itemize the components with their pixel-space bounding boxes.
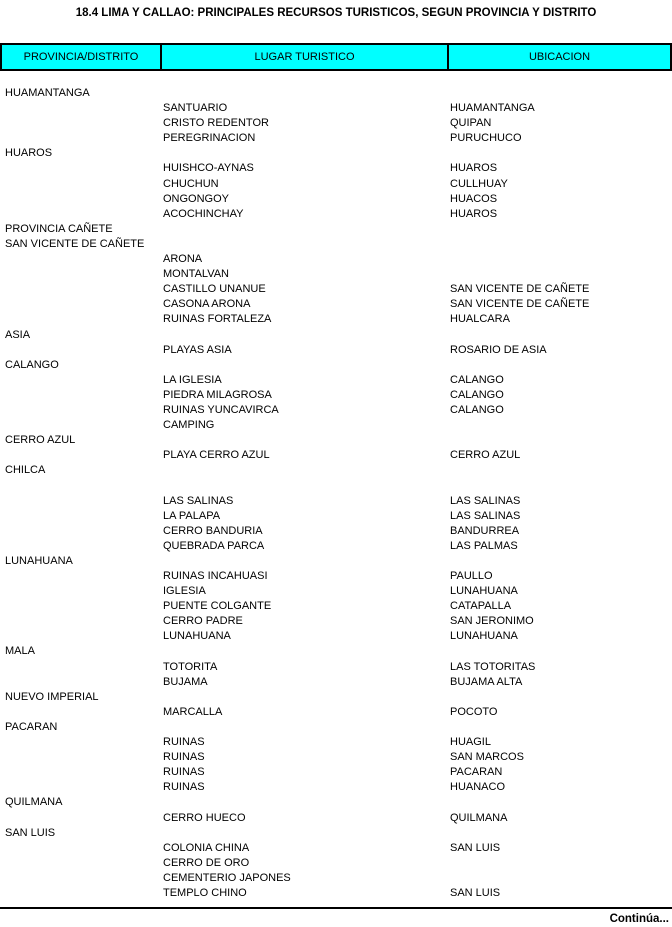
table-row <box>0 675 672 690</box>
provincia-cell: HUAMANTANGA <box>5 87 90 99</box>
ubicacion-cell: HUAGIL <box>450 736 491 749</box>
ubicacion-cell: SAN MARCOS <box>450 751 524 764</box>
lugar-cell: CERRO BANDURIA <box>163 524 263 537</box>
ubicacion-cell: POCOTO <box>450 705 498 718</box>
column-header-provincia-distrito: PROVINCIA/DISTRITO <box>2 45 162 69</box>
table-row <box>0 463 672 478</box>
table-row <box>0 267 672 282</box>
lugar-cell: HUISHCO-AYNAS <box>163 162 254 175</box>
provincia-cell: SAN LUIS <box>5 826 56 839</box>
lugar-cell: PLAYAS ASIA <box>163 343 232 356</box>
ubicacion-cell: HUALCARA <box>450 313 510 326</box>
provincia-cell: MALA <box>5 645 35 658</box>
lugar-cell: LA IGLESIA <box>163 373 222 386</box>
lugar-cell: PUENTE COLGANTE <box>163 600 272 613</box>
table-row <box>0 343 672 358</box>
ubicacion-cell: PACARAN <box>450 766 503 779</box>
table-row <box>0 539 672 554</box>
table-row <box>0 116 672 131</box>
lugar-cell: CASONA ARONA <box>163 298 251 311</box>
table-row <box>0 886 672 901</box>
lugar-cell: COLONIA CHINA <box>163 841 250 854</box>
provincia-cell: QUILMANA <box>5 796 63 809</box>
table-row <box>0 871 672 886</box>
column-header-ubicacion: UBICACION <box>528 51 591 63</box>
lugar-cell: LA PALAPA <box>163 509 221 522</box>
lugar-cell: LAS SALINAS <box>163 494 234 507</box>
ubicacion-cell: BUJAMA ALTA <box>450 675 523 688</box>
ubicacion-cell: SAN JERONIMO <box>450 615 534 628</box>
lugar-cell: PEREGRINACION <box>163 132 256 145</box>
table-row <box>0 328 672 343</box>
ubicacion-cell: SAN VICENTE DE CAÑETE <box>450 283 590 296</box>
table-row <box>0 448 672 463</box>
ubicacion-cell: LAS TOTORITAS <box>450 660 536 673</box>
table-row <box>0 146 672 161</box>
table-row <box>0 358 672 373</box>
table-row <box>0 629 672 644</box>
ubicacion-cell: QUILMANA <box>450 811 508 824</box>
table-row <box>0 207 672 222</box>
ubicacion-cell: LAS PALMAS <box>450 539 518 552</box>
ubicacion-cell: LAS SALINAS <box>450 494 521 507</box>
continua-label: Continúa... <box>609 913 669 925</box>
table-row <box>0 388 672 403</box>
provincia-cell: LUNAHUANA <box>5 554 73 567</box>
table-row <box>0 433 672 448</box>
ubicacion-cell: CERRO AZUL <box>450 449 521 462</box>
provincia-cell: PACARAN <box>5 720 58 733</box>
lugar-cell: TOTORITA <box>163 660 218 673</box>
ubicacion-cell: HUAMANTANGA <box>450 102 535 115</box>
ubicacion-cell: QUIPAN <box>450 117 492 130</box>
ubicacion-cell: HUANACO <box>450 781 506 794</box>
table-row <box>0 795 672 810</box>
provincia-cell: HUAROS <box>5 147 53 160</box>
table-row <box>0 494 672 509</box>
ubicacion-cell: ROSARIO DE ASIA <box>450 343 547 356</box>
table-row <box>0 177 672 192</box>
ubicacion-cell: BANDURREA <box>450 524 520 537</box>
provincia-cell: NUEVO IMPERIAL <box>5 690 99 703</box>
table-row <box>0 644 672 659</box>
table-row <box>0 720 672 735</box>
lugar-cell: CHUCHUN <box>163 177 219 190</box>
ubicacion-cell: HUAROS <box>450 162 498 175</box>
lugar-cell: MONTALVAN <box>163 268 230 281</box>
ubicacion-cell: LUNAHUANA <box>450 630 518 643</box>
lugar-cell: CERRO DE ORO <box>163 856 250 869</box>
table-row <box>0 780 672 795</box>
ubicacion-cell: CULLHUAY <box>450 177 508 190</box>
table-row <box>0 297 672 312</box>
table-body <box>0 86 672 901</box>
lugar-cell: PLAYA CERRO AZUL <box>163 449 270 462</box>
table-row <box>0 524 672 539</box>
ubicacion-cell: CATAPALLA <box>450 600 512 613</box>
table-row <box>0 750 672 765</box>
ubicacion-cell: HUAROS <box>450 207 498 220</box>
provincia-cell: ASIA <box>5 328 31 341</box>
table-row <box>0 418 672 433</box>
lugar-cell: ONGONGOY <box>163 192 230 205</box>
lugar-cell: PIEDRA MILAGROSA <box>163 388 272 401</box>
table-row <box>0 826 672 841</box>
table-row <box>0 222 672 237</box>
provincia-cell: CALANGO <box>5 358 59 371</box>
table-row <box>0 584 672 599</box>
ubicacion-cell: SAN VICENTE DE CAÑETE <box>450 298 590 311</box>
ubicacion-cell: SAN LUIS <box>450 886 501 899</box>
lugar-cell: CERRO PADRE <box>163 615 243 628</box>
lugar-cell: RUINAS <box>163 751 205 764</box>
table-row <box>0 161 672 176</box>
lugar-cell: CRISTO REDENTOR <box>163 117 269 130</box>
ubicacion-cell: PAULLO <box>450 570 493 582</box>
table-row <box>0 554 672 569</box>
column-header-lugar-turistico: LUGAR TURISTICO <box>162 45 449 69</box>
lugar-cell: CEMENTERIO JAPONES <box>163 871 291 884</box>
table-row <box>0 856 672 871</box>
lugar-cell: ARONA <box>163 253 203 266</box>
table-row <box>0 478 672 493</box>
page-title: 18.4 LIMA Y CALLAO: PRINCIPALES RECURSOS TURISTICOS, SEGUN PROVINCIA Y DISTRITO <box>75 7 597 19</box>
provincia-cell: SAN VICENTE DE CAÑETE <box>5 237 145 250</box>
lugar-cell: TEMPLO CHINO <box>163 886 247 899</box>
lugar-cell: RUINAS INCAHUASI <box>163 570 268 582</box>
table-row <box>0 705 672 720</box>
table-row <box>0 86 672 101</box>
lugar-cell: RUINAS YUNCAVIRCA <box>163 403 279 416</box>
ubicacion-cell: CALANGO <box>450 403 504 416</box>
ubicacion-cell: SAN LUIS <box>450 841 501 854</box>
ubicacion-cell: CALANGO <box>450 388 504 401</box>
lugar-cell: LUNAHUANA <box>163 630 231 643</box>
ubicacion-cell: HUACOS <box>450 192 498 205</box>
table-row <box>0 101 672 116</box>
table-row <box>0 660 672 675</box>
lugar-cell: CAMPING <box>163 419 215 432</box>
table-row <box>0 509 672 524</box>
table-row <box>0 811 672 826</box>
ubicacion-cell: PURUCHUCO <box>450 132 522 145</box>
lugar-cell: ACOCHINCHAY <box>163 207 244 220</box>
table-row <box>0 614 672 629</box>
table-header <box>0 43 672 71</box>
lugar-cell: IGLESIA <box>163 585 206 598</box>
ubicacion-cell: LUNAHUANA <box>450 585 518 598</box>
provincia-cell: CHILCA <box>5 464 46 477</box>
table-row <box>0 765 672 780</box>
lugar-cell: SANTUARIO <box>163 102 228 115</box>
table-row <box>0 403 672 418</box>
lugar-cell: RUINAS FORTALEZA <box>163 313 272 326</box>
lugar-cell: QUEBRADA PARCA <box>163 539 265 552</box>
provincia-cell: PROVINCIA CAÑETE <box>5 222 113 235</box>
table-row <box>0 192 672 207</box>
lugar-cell: RUINAS <box>163 736 205 749</box>
ubicacion-cell: LAS SALINAS <box>450 509 521 522</box>
lugar-cell: BUJAMA <box>163 675 208 688</box>
table-row <box>0 599 672 614</box>
lugar-cell: RUINAS <box>163 781 205 794</box>
table-row <box>0 735 672 750</box>
table-row <box>0 690 672 705</box>
table-row <box>0 569 672 584</box>
table-row <box>0 841 672 856</box>
provincia-cell: CERRO AZUL <box>5 434 76 447</box>
table-row <box>0 252 672 267</box>
table-row <box>0 131 672 146</box>
table-row <box>0 312 672 327</box>
ubicacion-cell: CALANGO <box>450 373 504 386</box>
lugar-cell: CASTILLO UNANUE <box>163 283 266 296</box>
footer <box>0 907 672 927</box>
table-row <box>0 237 672 252</box>
lugar-cell: RUINAS <box>163 766 205 779</box>
table-row <box>0 282 672 297</box>
lugar-cell: CERRO HUECO <box>163 811 246 824</box>
table-row <box>0 373 672 388</box>
lugar-cell: MARCALLA <box>163 705 223 718</box>
